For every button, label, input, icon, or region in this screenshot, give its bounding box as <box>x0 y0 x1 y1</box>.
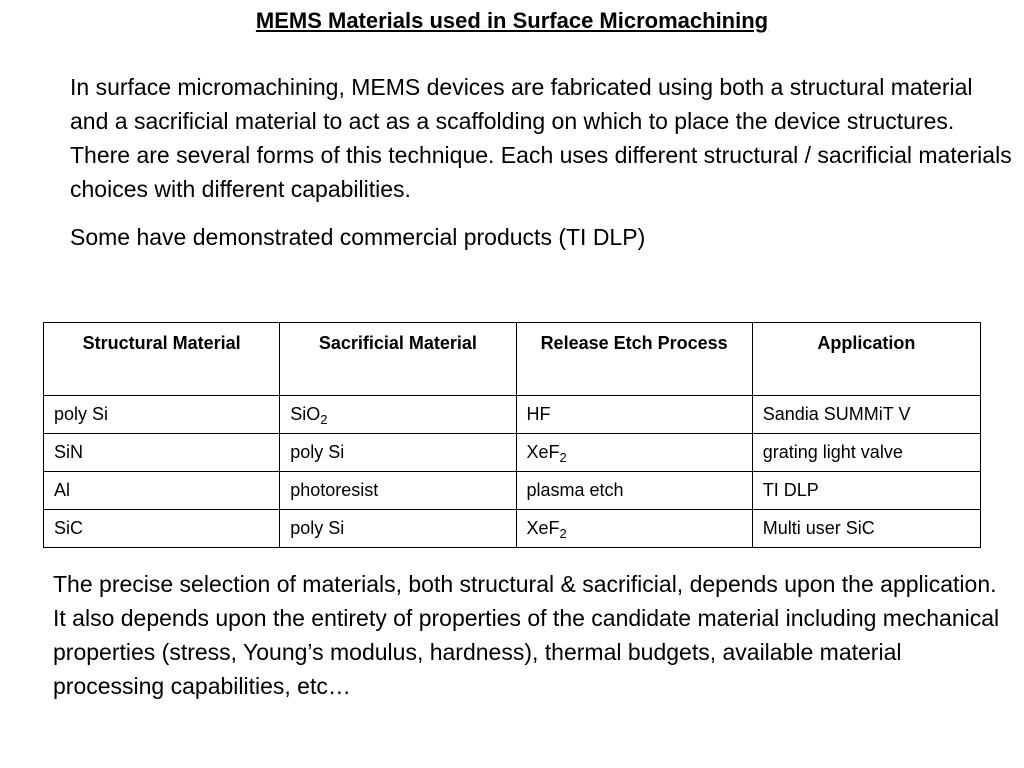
intro-section <box>70 70 1015 254</box>
slide-title: MEMS Materials used in Surface Micromachining <box>255 8 769 33</box>
header-release-etch-process: Release Etch Process <box>516 323 752 396</box>
cell-structural: SiN <box>44 434 280 472</box>
cell-application: Multi user SiC <box>752 510 980 548</box>
table-row <box>44 510 981 548</box>
cell-application: Sandia SUMMiT V <box>752 396 980 434</box>
cell-text: plasma etch <box>526 480 624 500</box>
subscript: 2 <box>559 526 567 541</box>
intro-paragraph: In surface micromachining, MEMS devices are fabricated using both a structural material and a sacrificial material to act as a scaffolding on which to place the device structures. There are several forms of this technique. Each uses different structural / sacrificial materials choices with different capabilities. <box>70 74 1012 202</box>
cell-text: poly Si <box>290 442 345 462</box>
cell-text: SiO <box>290 404 321 424</box>
table-row <box>44 434 981 472</box>
materials-table <box>43 322 981 548</box>
commercial-note: Some have demonstrated commercial products (TI DLP) <box>70 224 646 250</box>
cell-sacrificial <box>280 434 516 472</box>
cell-application: grating light valve <box>752 434 980 472</box>
cell-etch <box>516 396 752 434</box>
cell-etch <box>516 434 752 472</box>
header-application: Application <box>752 323 980 396</box>
header-structural-material: Structural Material <box>44 323 280 396</box>
table-header-row <box>44 323 981 396</box>
cell-etch <box>516 472 752 510</box>
table-row <box>44 396 981 434</box>
header-sacrificial-material: Sacrificial Material <box>280 323 516 396</box>
cell-text: XeF <box>526 442 560 462</box>
cell-structural: poly Si <box>44 396 280 434</box>
subscript: 2 <box>320 412 328 427</box>
cell-sacrificial <box>280 396 516 434</box>
conclusion-paragraph: The precise selection of materials, both structural & sacrificial, depends upon the application. It also depends upon the entirety of properties of the candidate material including mechanical properties (stress, Young’s modulus, hardness), thermal budgets, available material processing capabilities, etc… <box>53 571 1000 699</box>
table-row <box>44 472 981 510</box>
cell-application: TI DLP <box>752 472 980 510</box>
cell-sacrificial <box>280 510 516 548</box>
cell-text: poly Si <box>290 518 345 538</box>
cell-structural: Al <box>44 472 280 510</box>
cell-etch <box>516 510 752 548</box>
subscript: 2 <box>559 450 567 465</box>
cell-sacrificial <box>280 472 516 510</box>
cell-text: photoresist <box>290 480 379 500</box>
cell-text: XeF <box>526 518 560 538</box>
cell-text: HF <box>526 404 551 424</box>
cell-structural: SiC <box>44 510 280 548</box>
